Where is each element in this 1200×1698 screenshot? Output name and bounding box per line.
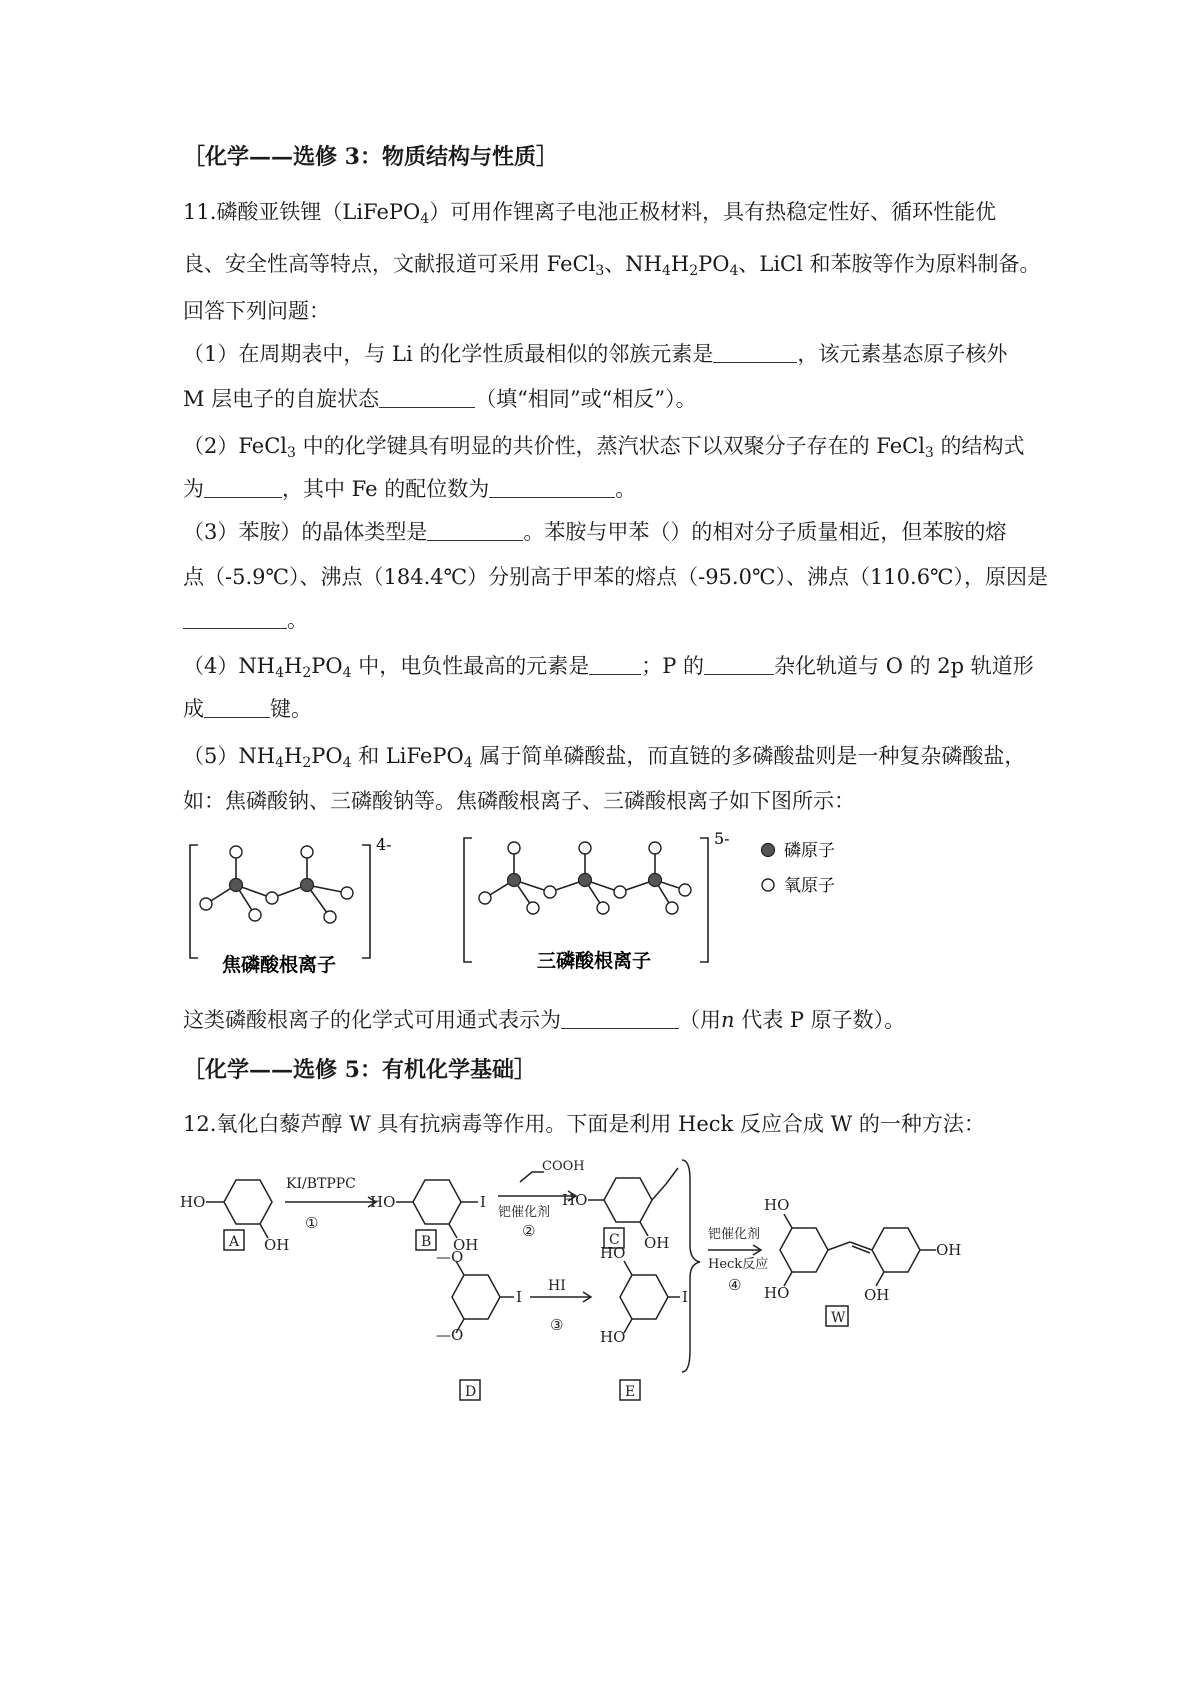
answer-blank[interactable] (489, 477, 615, 498)
q11-part3-cont: 点（-5.9℃）、沸点（184.4℃）分别高于甲苯的熔点（-95.0℃）、沸点（110.6℃），原因是 (183, 565, 1049, 589)
hydroxyl-label: OH (864, 1286, 890, 1304)
methoxy-label: —O (436, 1248, 464, 1266)
q11-part5-cont: 如：焦磷酸钠、三磷酸钠等。焦磷酸根离子、三磷酸根离子如下图所示： (183, 789, 855, 813)
q11-part4-cont: 成 键。 (183, 697, 312, 721)
compound-label: E (625, 1384, 636, 1400)
q11-part3-end: 。 (183, 606, 308, 634)
charge-label: 4- (376, 835, 392, 854)
q11-part2-cont: 为 ，其中 Fe 的配位数为 。 (183, 477, 637, 501)
molecule-w-right-ring (872, 1228, 920, 1272)
hydroxyl-label: OH (644, 1234, 670, 1252)
hydroxyl-label: HO (180, 1193, 206, 1211)
figure-caption: 焦磷酸根离子 (222, 954, 337, 976)
answer-blank[interactable] (589, 654, 641, 675)
reagent-label: COOH (542, 1159, 585, 1174)
q11-part3: （3）苯胺）的晶体类型是 。苯胺与甲苯（）的相对分子质量相近，但苯胺的熔 (183, 520, 1007, 544)
compound-label: A (229, 1234, 240, 1250)
molecule-a-ring (224, 1180, 272, 1224)
reagent-label: KI/BTPPC (286, 1176, 356, 1192)
q11-part4: $(4)NH_4H_2PO_4$ 中，电负性最高的元素是 ；P 的 杂化轨道与 O 的 2p 轨道形 (183, 654, 1034, 681)
hydroxyl-label: OH (453, 1236, 479, 1254)
answer-blank[interactable] (561, 1008, 679, 1029)
answer-blank[interactable] (713, 342, 797, 363)
bracket-left (464, 838, 472, 962)
hydroxyl-label: HO (562, 1191, 588, 1209)
q11-part1-cont: M 层电子的自旋状态 （填“相同”或“相反”）。 (183, 387, 697, 411)
iodo-label: I (682, 1288, 688, 1306)
legend-phosphorus-marker (762, 844, 775, 857)
bracket-right (362, 845, 370, 958)
q11-part5: $(5)NH_4H_2PO_4$ 和 LiFePO$_4$ 属于简单磷酸盐，而直链的多磷酸盐则是一种复杂磷酸盐， (183, 744, 1026, 771)
answer-blank[interactable] (204, 697, 270, 718)
q11-line3: 回答下列问题： (183, 299, 330, 323)
compound-label: W (831, 1310, 846, 1326)
q11-intro: 11.磷酸亚铁锂（LiFePO$_4$）可用作锂离子电池正极材料，具有热稳定性好、循环性能优 (183, 200, 997, 227)
hydroxyl-label: HO (370, 1193, 396, 1211)
hydroxyl-label: HO (764, 1284, 790, 1302)
molecule-c-ring (604, 1178, 652, 1222)
answer-blank[interactable] (427, 520, 523, 541)
charge-label: 5- (714, 829, 730, 848)
answer-blank[interactable] (704, 654, 774, 675)
reagent-label: 钯催化剂 (498, 1205, 551, 1220)
section-5-heading: ［化学——选修 5：有机化学基础］ (183, 1057, 536, 1083)
q11-part5-formula: 这类磷酸根离子的化学式可用通式表示为 （用n 代表 P 原子数）。 (183, 1008, 906, 1032)
section-3-heading: ［化学——选修 3：物质结构与性质］ (183, 144, 558, 170)
compound-label: B (421, 1234, 432, 1250)
step-number: ③ (550, 1316, 564, 1334)
step-number: ① (305, 1214, 319, 1232)
legend-oxygen-label: 氧原子 (784, 876, 835, 896)
bracket-left (190, 845, 198, 958)
phosphate-ions-figure (180, 820, 960, 990)
molecule-d-ring (452, 1275, 500, 1319)
q12-intro: 12.氧化白藜芦醇 W 具有抗病毒等作用。下面是利用 Heck 反应合成 W 的一种方法： (183, 1112, 985, 1136)
reagent-label: 钯催化剂 (708, 1227, 761, 1242)
molecule-w-left-ring (780, 1228, 828, 1272)
synthesis-scheme (180, 1150, 980, 1410)
iodo-label: I (516, 1288, 522, 1306)
compound-label: C (609, 1232, 620, 1248)
step-number: ② (522, 1222, 536, 1240)
molecule-b-ring (413, 1180, 461, 1224)
q11-line2: 良、安全性高等特点，文献报道可采用 FeCl$_3$、$NH_4H_2PO_4$、LiCl 和苯胺等作为原料制备。 (183, 252, 1041, 279)
hydroxyl-label: OH (936, 1241, 962, 1259)
q11-part2: （2）FeCl$_3$ 中的化学键具有明显的共价性，蒸汽状态下以双聚分子存在的 FeCl$_3$ 的结构式 (183, 434, 1025, 461)
bracket-right (700, 838, 708, 962)
iodo-label: I (480, 1193, 486, 1211)
answer-blank[interactable] (379, 387, 475, 408)
reagent-label: Heck反应 (708, 1257, 769, 1272)
legend-phosphorus-label: 磷原子 (784, 841, 835, 861)
q11-part1: （1）在周期表中，与 Li 的化学性质最相似的邻族元素是 ，该元素基态原子核外 (183, 342, 1008, 366)
step-number: ④ (728, 1276, 742, 1294)
hydroxyl-label: HO (600, 1328, 626, 1346)
compound-label: D (465, 1384, 477, 1400)
methoxy-label: —O (436, 1326, 464, 1344)
answer-blank[interactable] (204, 477, 282, 498)
hydroxyl-label: HO (600, 1244, 626, 1262)
answer-blank[interactable] (183, 608, 287, 629)
molecule-e-ring (620, 1275, 668, 1319)
hydroxyl-label: OH (264, 1236, 290, 1254)
hydroxyl-label: HO (764, 1196, 790, 1214)
figure-caption: 三磷酸根离子 (537, 950, 652, 972)
legend-oxygen-marker (762, 879, 774, 891)
reagent-label: HI (548, 1278, 566, 1294)
